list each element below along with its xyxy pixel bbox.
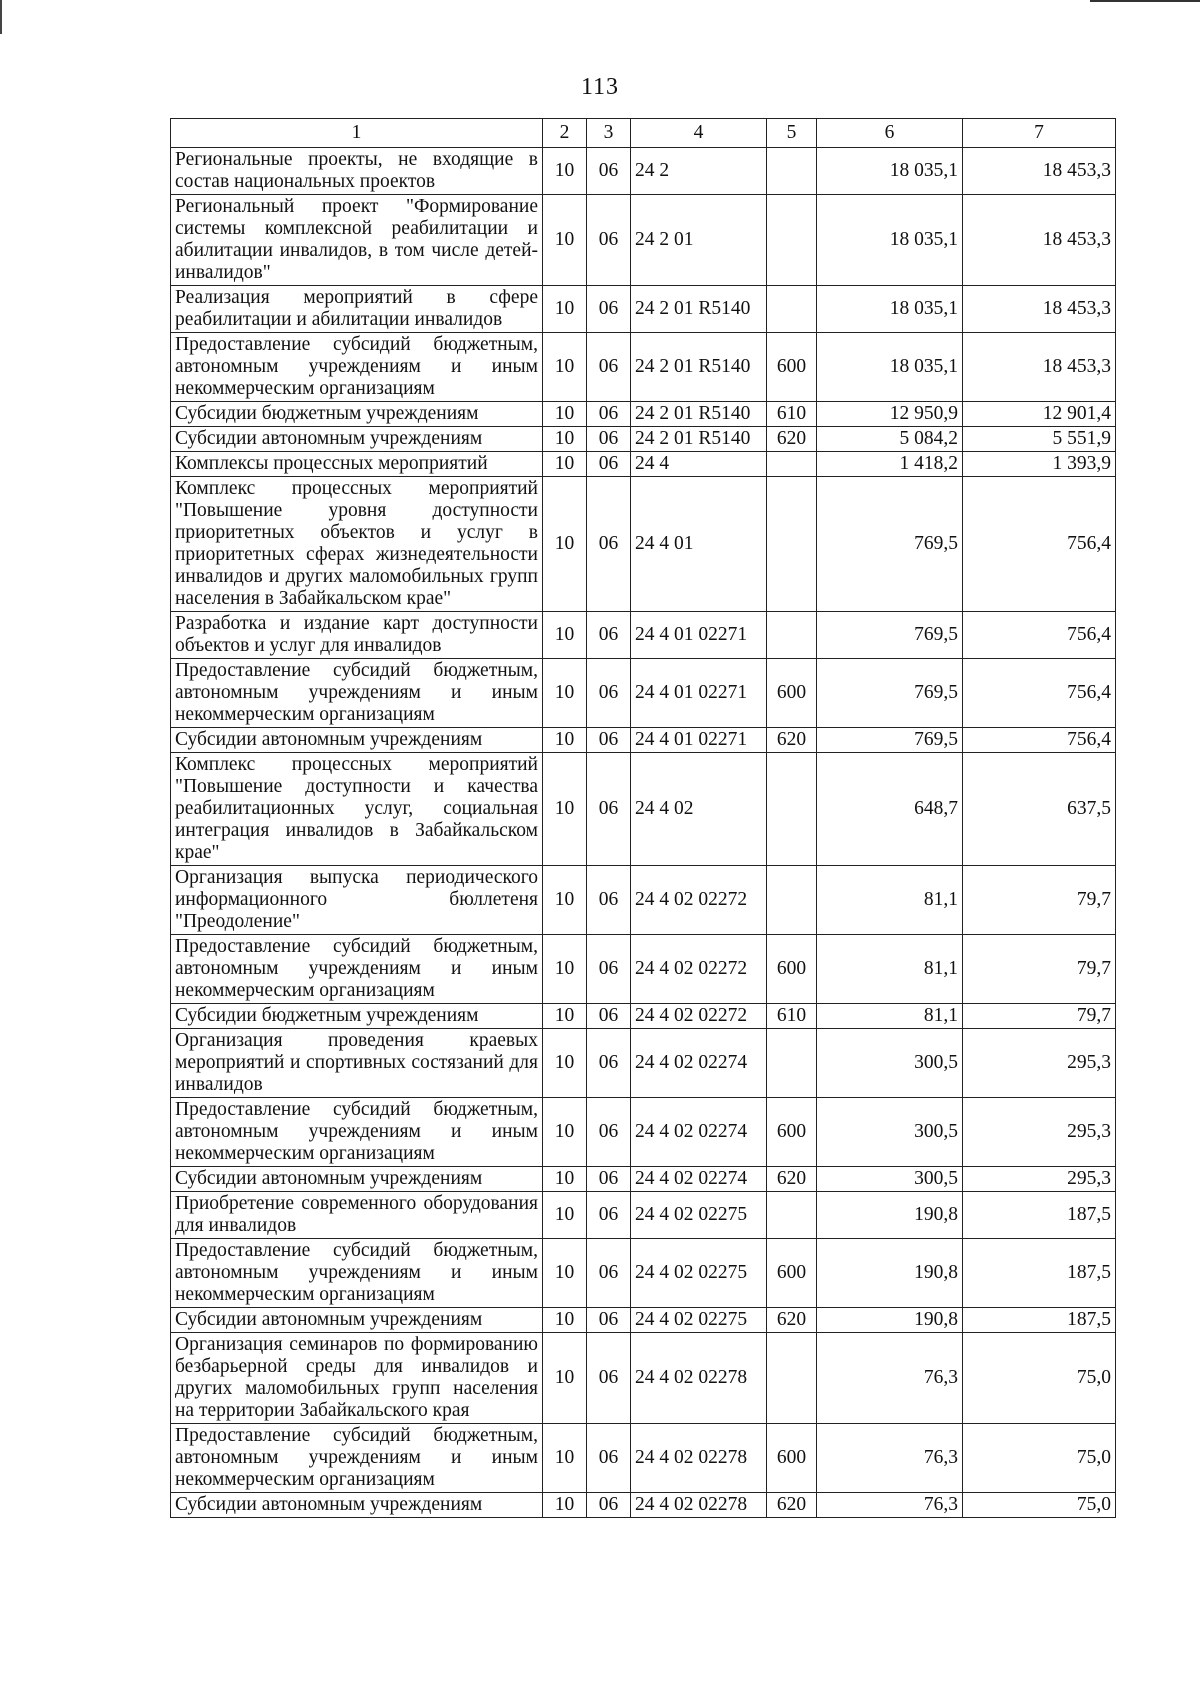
- table-row: [171, 452, 1116, 477]
- row-amount-year-2: 756,4: [963, 728, 1116, 753]
- row-subsection: 06: [587, 427, 631, 452]
- row-expense-type: [767, 195, 817, 286]
- row-expense-type: [767, 148, 817, 195]
- table-row: [171, 427, 1116, 452]
- row-subsection: 06: [587, 1493, 631, 1518]
- row-target-item: 24 4 01 02271: [631, 612, 767, 659]
- row-target-item: 24 4 02 02272: [631, 935, 767, 1004]
- row-expense-type: 620: [767, 1167, 817, 1192]
- row-expense-type: 620: [767, 728, 817, 753]
- row-target-item: 24 4 02 02278: [631, 1424, 767, 1493]
- row-name: Приобретение современного оборудования для инвалидов: [171, 1192, 543, 1239]
- column-header-section: 2: [543, 119, 587, 148]
- row-amount-year-1: 190,8: [817, 1192, 963, 1239]
- row-subsection: 06: [587, 612, 631, 659]
- row-section: 10: [543, 1098, 587, 1167]
- row-amount-year-1: 5 084,2: [817, 427, 963, 452]
- row-expense-type: [767, 866, 817, 935]
- row-subsection: 06: [587, 659, 631, 728]
- row-name: Организация выпуска периодического информационного бюллетеня "Преодоление": [171, 866, 543, 935]
- row-subsection: 06: [587, 195, 631, 286]
- row-amount-year-1: 300,5: [817, 1029, 963, 1098]
- table-row: [171, 1167, 1116, 1192]
- row-expense-type: [767, 1192, 817, 1239]
- row-name: Разработка и издание карт доступности объектов и услуг для инвалидов: [171, 612, 543, 659]
- table-row: [171, 286, 1116, 333]
- row-section: 10: [543, 935, 587, 1004]
- column-header-amount-year-1: 6: [817, 119, 963, 148]
- row-name: Предоставление субсидий бюджетным, автономным учреждениям и иным некоммерческим организациям: [171, 935, 543, 1004]
- row-name: Предоставление субсидий бюджетным, автономным учреждениям и иным некоммерческим организациям: [171, 1424, 543, 1493]
- row-subsection: 06: [587, 728, 631, 753]
- row-subsection: 06: [587, 1004, 631, 1029]
- row-amount-year-2: 18 453,3: [963, 195, 1116, 286]
- table-row: [171, 659, 1116, 728]
- row-section: 10: [543, 659, 587, 728]
- row-section: 10: [543, 753, 587, 866]
- header-row: [171, 119, 1116, 148]
- row-expense-type: [767, 477, 817, 612]
- row-expense-type: [767, 1029, 817, 1098]
- row-section: 10: [543, 1004, 587, 1029]
- row-amount-year-2: 756,4: [963, 477, 1116, 612]
- row-subsection: 06: [587, 402, 631, 427]
- row-target-item: 24 4 02 02275: [631, 1308, 767, 1333]
- row-target-item: 24 4 02 02278: [631, 1493, 767, 1518]
- scan-corner-line: [1090, 0, 1200, 2]
- row-target-item: 24 2: [631, 148, 767, 195]
- row-amount-year-1: 76,3: [817, 1493, 963, 1518]
- row-amount-year-1: 190,8: [817, 1308, 963, 1333]
- table-row: [171, 402, 1116, 427]
- row-name: Комплексы процессных мероприятий: [171, 452, 543, 477]
- row-section: 10: [543, 1333, 587, 1424]
- table-row: [171, 333, 1116, 402]
- row-subsection: 06: [587, 286, 631, 333]
- row-subsection: 06: [587, 866, 631, 935]
- row-section: 10: [543, 1192, 587, 1239]
- row-section: 10: [543, 1424, 587, 1493]
- row-section: 10: [543, 1167, 587, 1192]
- row-name: Предоставление субсидий бюджетным, автономным учреждениям и иным некоммерческим организациям: [171, 333, 543, 402]
- row-expense-type: 610: [767, 402, 817, 427]
- row-amount-year-1: 81,1: [817, 935, 963, 1004]
- row-section: 10: [543, 477, 587, 612]
- row-name: Предоставление субсидий бюджетным, автономным учреждениям и иным некоммерческим организациям: [171, 1098, 543, 1167]
- row-target-item: 24 2 01 R5140: [631, 333, 767, 402]
- row-name: Субсидии автономным учреждениям: [171, 1308, 543, 1333]
- row-target-item: 24 4 02 02272: [631, 1004, 767, 1029]
- row-target-item: 24 4 02 02275: [631, 1192, 767, 1239]
- scan-edge-mark: [0, 0, 2, 34]
- table-row: [171, 1098, 1116, 1167]
- row-amount-year-2: 295,3: [963, 1098, 1116, 1167]
- row-target-item: 24 4 02 02275: [631, 1239, 767, 1308]
- table-row: [171, 935, 1116, 1004]
- row-section: 10: [543, 612, 587, 659]
- row-target-item: 24 4 02 02272: [631, 866, 767, 935]
- row-amount-year-1: 18 035,1: [817, 195, 963, 286]
- table-row: [171, 1029, 1116, 1098]
- row-target-item: 24 4 02 02274: [631, 1098, 767, 1167]
- row-target-item: 24 4 01 02271: [631, 659, 767, 728]
- row-section: 10: [543, 195, 587, 286]
- row-name: Региональный проект "Формирование системы комплексной реабилитации и абилитации инвалидов, в том числе детей-инвалидов": [171, 195, 543, 286]
- row-name: Региональные проекты, не входящие в состав национальных проектов: [171, 148, 543, 195]
- row-amount-year-2: 187,5: [963, 1308, 1116, 1333]
- row-amount-year-1: 81,1: [817, 1004, 963, 1029]
- row-amount-year-1: 18 035,1: [817, 333, 963, 402]
- row-expense-type: 620: [767, 1493, 817, 1518]
- row-amount-year-1: 190,8: [817, 1239, 963, 1308]
- row-section: 10: [543, 1308, 587, 1333]
- row-target-item: 24 2 01: [631, 195, 767, 286]
- row-amount-year-2: 18 453,3: [963, 333, 1116, 402]
- row-expense-type: 600: [767, 1239, 817, 1308]
- table-body: [171, 148, 1116, 1518]
- column-header-subsection: 3: [587, 119, 631, 148]
- row-name: Реализация мероприятий в сфере реабилитации и абилитации инвалидов: [171, 286, 543, 333]
- row-amount-year-2: 79,7: [963, 866, 1116, 935]
- row-section: 10: [543, 286, 587, 333]
- row-target-item: 24 4 02 02278: [631, 1333, 767, 1424]
- row-name: Субсидии автономным учреждениям: [171, 1167, 543, 1192]
- row-subsection: 06: [587, 148, 631, 195]
- row-expense-type: [767, 753, 817, 866]
- row-name: Комплекс процессных мероприятий "Повышение доступности и качества реабилитационных услуг, социальная интеграция инвалидов в Забайкальском крае": [171, 753, 543, 866]
- row-subsection: 06: [587, 477, 631, 612]
- row-amount-year-1: 648,7: [817, 753, 963, 866]
- row-amount-year-2: 1 393,9: [963, 452, 1116, 477]
- row-name: Организация проведения краевых мероприятий и спортивных состязаний для инвалидов: [171, 1029, 543, 1098]
- row-amount-year-2: 75,0: [963, 1333, 1116, 1424]
- row-amount-year-2: 18 453,3: [963, 148, 1116, 195]
- budget-table: [170, 118, 1116, 1518]
- table-row: [171, 1239, 1116, 1308]
- row-section: 10: [543, 1239, 587, 1308]
- row-amount-year-1: 76,3: [817, 1333, 963, 1424]
- row-subsection: 06: [587, 1167, 631, 1192]
- row-expense-type: 610: [767, 1004, 817, 1029]
- row-subsection: 06: [587, 1192, 631, 1239]
- row-amount-year-2: 756,4: [963, 612, 1116, 659]
- row-amount-year-2: 295,3: [963, 1029, 1116, 1098]
- row-section: 10: [543, 148, 587, 195]
- row-amount-year-2: 637,5: [963, 753, 1116, 866]
- row-name: Комплекс процессных мероприятий "Повышение уровня доступности приоритетных объектов и услуг в приоритетных сферах жизнедеятельности инвалидов и других маломобильных групп населения в Забайкальском крае": [171, 477, 543, 612]
- row-expense-type: [767, 286, 817, 333]
- row-amount-year-2: 79,7: [963, 935, 1116, 1004]
- table-row: [171, 1424, 1116, 1493]
- row-amount-year-2: 756,4: [963, 659, 1116, 728]
- row-expense-type: 600: [767, 935, 817, 1004]
- table-row: [171, 728, 1116, 753]
- row-amount-year-2: 75,0: [963, 1424, 1116, 1493]
- row-expense-type: [767, 452, 817, 477]
- page-number: 113: [580, 74, 620, 100]
- table-row: [171, 1192, 1116, 1239]
- row-amount-year-1: 76,3: [817, 1424, 963, 1493]
- table-row: [171, 612, 1116, 659]
- row-name: Субсидии автономным учреждениям: [171, 728, 543, 753]
- row-name: Субсидии автономным учреждениям: [171, 1493, 543, 1518]
- row-amount-year-1: 769,5: [817, 659, 963, 728]
- row-expense-type: [767, 1333, 817, 1424]
- row-name: Организация семинаров по формированию безбарьерной среды для инвалидов и других маломобильных групп населения на территории Забайкальского края: [171, 1333, 543, 1424]
- row-target-item: 24 4: [631, 452, 767, 477]
- row-target-item: 24 4 01 02271: [631, 728, 767, 753]
- row-target-item: 24 4 01: [631, 477, 767, 612]
- row-amount-year-1: 300,5: [817, 1167, 963, 1192]
- column-header-amount-year-2: 7: [963, 119, 1116, 148]
- row-target-item: 24 2 01 R5140: [631, 286, 767, 333]
- row-name: Субсидии бюджетным учреждениям: [171, 402, 543, 427]
- table-row: [171, 477, 1116, 612]
- row-target-item: 24 2 01 R5140: [631, 427, 767, 452]
- row-amount-year-1: 81,1: [817, 866, 963, 935]
- table-row: [171, 753, 1116, 866]
- table-row: [171, 1308, 1116, 1333]
- table-row: [171, 866, 1116, 935]
- row-target-item: 24 2 01 R5140: [631, 402, 767, 427]
- row-section: 10: [543, 333, 587, 402]
- row-amount-year-1: 769,5: [817, 728, 963, 753]
- row-subsection: 06: [587, 753, 631, 866]
- row-subsection: 06: [587, 1308, 631, 1333]
- row-amount-year-2: 295,3: [963, 1167, 1116, 1192]
- table-row: [171, 1493, 1116, 1518]
- row-amount-year-1: 769,5: [817, 612, 963, 659]
- row-subsection: 06: [587, 1333, 631, 1424]
- row-amount-year-2: 79,7: [963, 1004, 1116, 1029]
- row-amount-year-1: 18 035,1: [817, 286, 963, 333]
- row-section: 10: [543, 728, 587, 753]
- row-amount-year-2: 75,0: [963, 1493, 1116, 1518]
- row-amount-year-2: 12 901,4: [963, 402, 1116, 427]
- row-target-item: 24 4 02 02274: [631, 1029, 767, 1098]
- row-section: 10: [543, 866, 587, 935]
- row-section: 10: [543, 427, 587, 452]
- row-target-item: 24 4 02 02274: [631, 1167, 767, 1192]
- row-subsection: 06: [587, 1098, 631, 1167]
- row-expense-type: 600: [767, 333, 817, 402]
- row-name: Субсидии бюджетным учреждениям: [171, 1004, 543, 1029]
- row-subsection: 06: [587, 1239, 631, 1308]
- row-amount-year-2: 5 551,9: [963, 427, 1116, 452]
- row-expense-type: 600: [767, 1098, 817, 1167]
- row-amount-year-1: 1 418,2: [817, 452, 963, 477]
- row-subsection: 06: [587, 935, 631, 1004]
- row-expense-type: 600: [767, 1424, 817, 1493]
- row-subsection: 06: [587, 1029, 631, 1098]
- table-row: [171, 1333, 1116, 1424]
- row-subsection: 06: [587, 1424, 631, 1493]
- row-expense-type: [767, 612, 817, 659]
- row-subsection: 06: [587, 333, 631, 402]
- row-expense-type: 600: [767, 659, 817, 728]
- row-section: 10: [543, 452, 587, 477]
- row-amount-year-1: 12 950,9: [817, 402, 963, 427]
- table-row: [171, 195, 1116, 286]
- row-name: Предоставление субсидий бюджетным, автономным учреждениям и иным некоммерческим организациям: [171, 1239, 543, 1308]
- row-section: 10: [543, 402, 587, 427]
- table-row: [171, 148, 1116, 195]
- row-amount-year-2: 18 453,3: [963, 286, 1116, 333]
- row-amount-year-1: 300,5: [817, 1098, 963, 1167]
- row-target-item: 24 4 02: [631, 753, 767, 866]
- row-amount-year-2: 187,5: [963, 1192, 1116, 1239]
- row-section: 10: [543, 1029, 587, 1098]
- row-name: Субсидии автономным учреждениям: [171, 427, 543, 452]
- row-expense-type: 620: [767, 427, 817, 452]
- column-header-name: 1: [171, 119, 543, 148]
- row-amount-year-2: 187,5: [963, 1239, 1116, 1308]
- row-amount-year-1: 769,5: [817, 477, 963, 612]
- table-row: [171, 1004, 1116, 1029]
- row-expense-type: 620: [767, 1308, 817, 1333]
- row-subsection: 06: [587, 452, 631, 477]
- row-section: 10: [543, 1493, 587, 1518]
- row-amount-year-1: 18 035,1: [817, 148, 963, 195]
- row-name: Предоставление субсидий бюджетным, автономным учреждениям и иным некоммерческим организациям: [171, 659, 543, 728]
- column-header-target-item: 4: [631, 119, 767, 148]
- column-header-expense-type: 5: [767, 119, 817, 148]
